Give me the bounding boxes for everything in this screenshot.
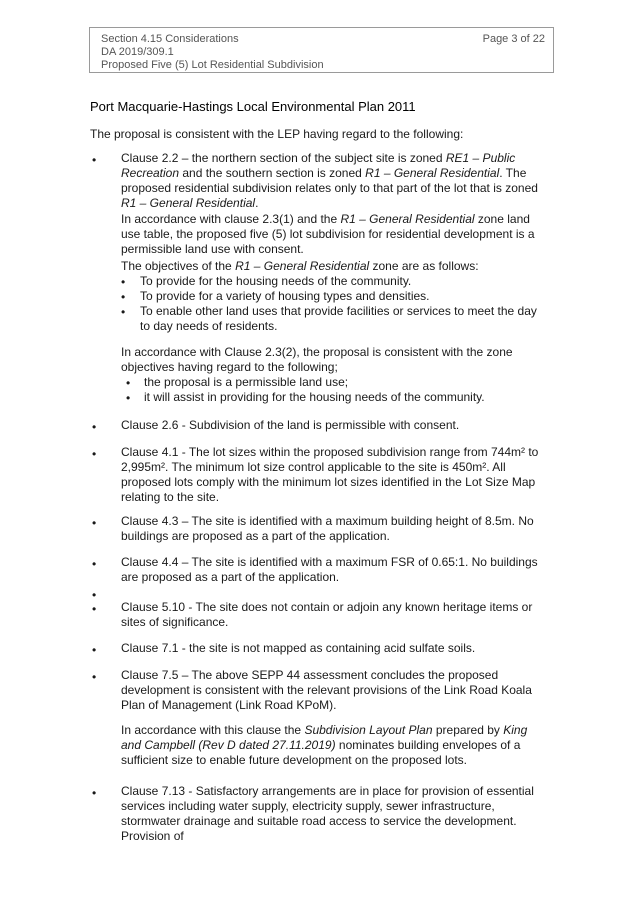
bullet: • [92, 643, 97, 657]
zone-objective-item: it will assist in providing for the housing needs of the community. [144, 390, 485, 404]
sub-bullet: • [126, 391, 131, 405]
clause-2-3-2: In accordance with Clause 2.3(2), the proposal is consistent with the zone objectives having regard to the following; [121, 345, 513, 374]
sub-bullet: • [121, 290, 126, 304]
clause-4-3: Clause 4.3 – The site is identified with a maximum building height of 8.5m. No buildings are proposed as a part of the application. [121, 514, 534, 543]
bullet: • [92, 153, 97, 167]
bullet: • [92, 516, 97, 530]
sub-bullet: • [126, 376, 131, 390]
clause-7-13: Clause 7.13 - Satisfactory arrangements are in place for provision of essential services including water supply, electricity supply, sewer infrastructure, stormwater drainage and suitable road access to service the development. Provision of [121, 784, 534, 843]
bullet: • [92, 447, 97, 461]
intro-text: The proposal is consistent with the LEP having regard to the following: [90, 127, 464, 141]
header-proposal: Proposed Five (5) Lot Residential Subdivision [101, 59, 324, 71]
clause-2-2: Clause 2.2 – the northern section of the subject site is zoned RE1 – Public Recreation and the southern section is zoned R1 – General Residential. The proposed residential subdivision relates only to that part of the lot that is zoned R1 – General Residential. [121, 151, 538, 210]
bullet: • [92, 786, 97, 800]
zone-objective-item: the proposal is a permissible land use; [144, 375, 349, 389]
bullet: • [92, 602, 97, 616]
sub-bullet: • [121, 275, 126, 289]
sub-bullet: • [121, 305, 126, 319]
objective-item: To provide for the housing needs of the community. [140, 274, 412, 288]
objective-item: To enable other land uses that provide facilities or services to meet the day to day needs of residents. [140, 304, 537, 333]
objective-item: To provide for a variety of housing types and densities. [140, 289, 430, 303]
objectives-intro: The objectives of the R1 – General Residential zone are as follows: [121, 259, 479, 273]
clause-5-10: Clause 5.10 - The site does not contain or adjoin any known heritage items or sites of significance. [121, 600, 533, 629]
bullet: • [92, 557, 97, 571]
empty-bullet: • [92, 588, 97, 602]
bullet: • [92, 420, 97, 434]
subdivision-plan-text: In accordance with this clause the Subdivision Layout Plan prepared by King and Campbell (Rev D dated 27.11.2019) nominates building envelopes of a sufficient size to enable future development on the proposed lots. [121, 723, 528, 767]
clause-7-5: Clause 7.5 – The above SEPP 44 assessment concludes the proposed development is consistent with the relevant provisions of the Link Road Koala Plan of Management (Link Road KPoM). [121, 668, 532, 712]
header-page-number: Page 3 of 22 [482, 33, 545, 45]
header-section: Section 4.15 Considerations [101, 33, 239, 45]
clause-2-6: Clause 2.6 - Subdivision of the land is permissible with consent. [121, 418, 460, 432]
header-da-number: DA 2019/309.1 [101, 46, 174, 58]
clause-7-1: Clause 7.1 - the site is not mapped as containing acid sulfate soils. [121, 641, 476, 655]
clause-4-4: Clause 4.4 – The site is identified with a maximum FSR of 0.65:1. No buildings are proposed as a part of the application. [121, 555, 538, 584]
bullet: • [92, 670, 97, 684]
page-header [89, 27, 554, 73]
clause-2-3-1: In accordance with clause 2.3(1) and the R1 – General Residential zone land use table, the proposed five (5) lot subdivision for residential development is a permissible land use with consent. [121, 212, 535, 256]
clause-4-1: Clause 4.1 - The lot sizes within the proposed subdivision range from 744m² to 2,995m². The minimum lot size control applicable to the site is 450m². All proposed lots comply with the minimum lot sizes identified in the Lot Size Map relating to the site. [121, 445, 539, 504]
section-title: Port Macquarie-Hastings Local Environmental Plan 2011 [90, 99, 416, 114]
